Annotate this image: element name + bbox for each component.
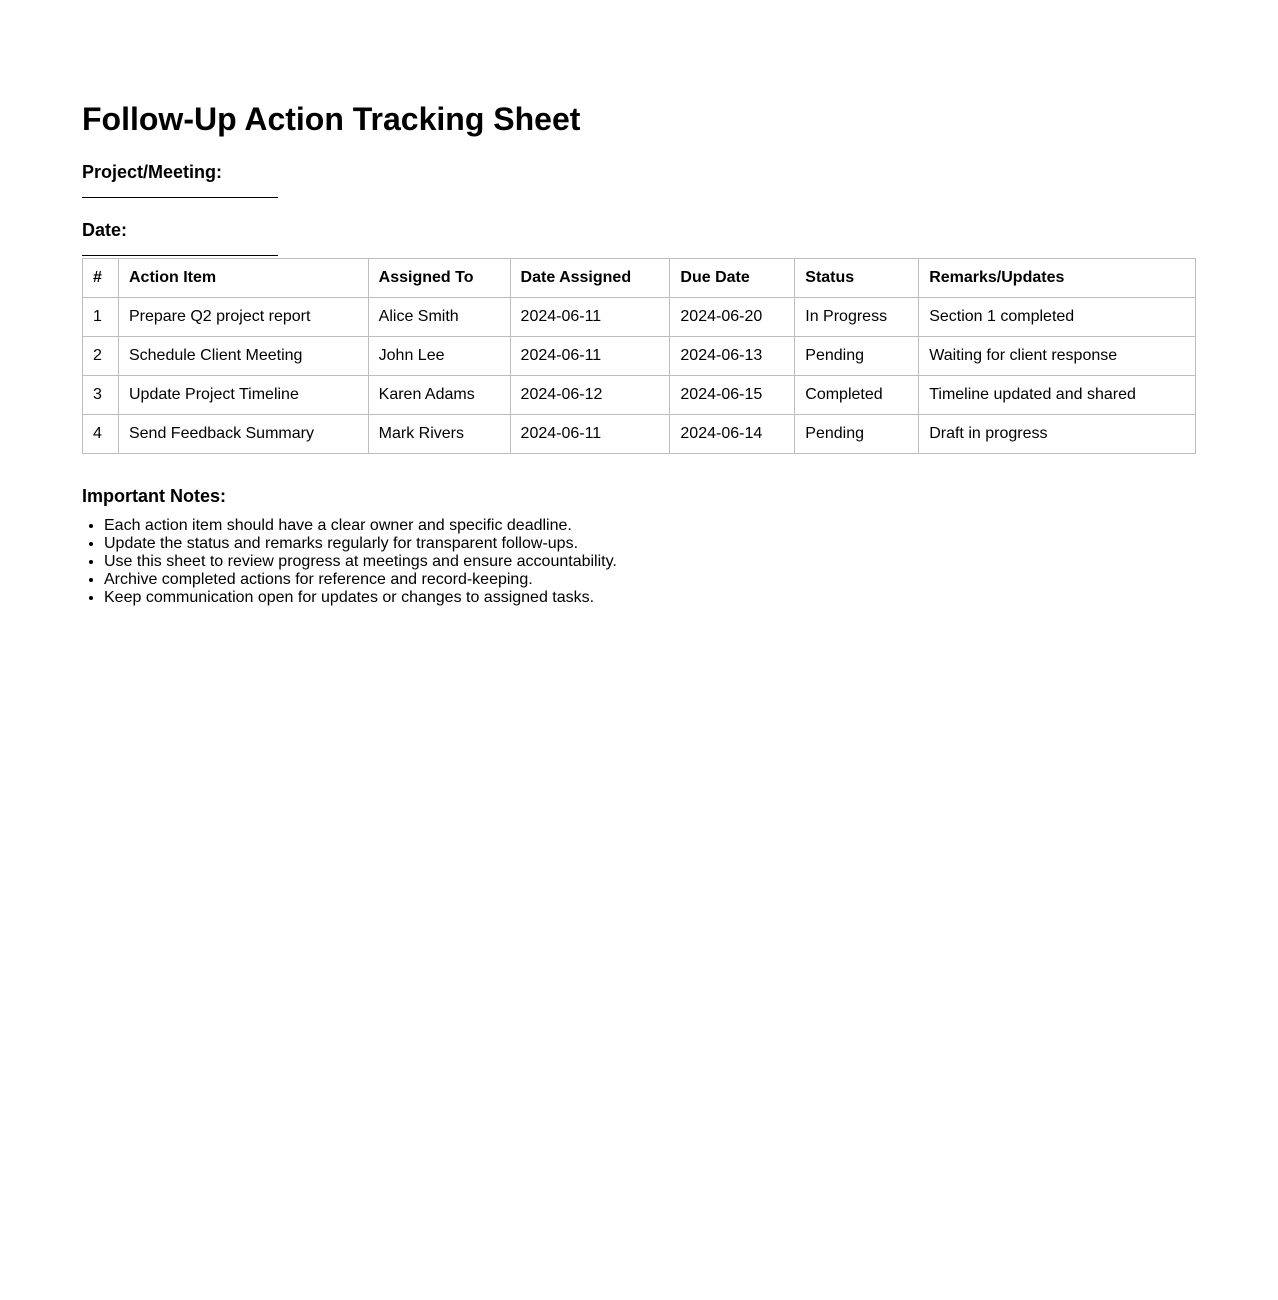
cell-date-assigned: 2024-06-12 <box>510 376 670 415</box>
cell-status: In Progress <box>795 298 919 337</box>
list-item: • Update the status and remarks regularly for transparent follow-ups. <box>104 535 1196 553</box>
cell-action-item: Prepare Q2 project report <box>118 298 368 337</box>
cell-status: Completed <box>795 376 919 415</box>
cell-action-item: Update Project Timeline <box>118 376 368 415</box>
date-line <box>82 255 278 256</box>
date-label: Date: <box>82 220 128 240</box>
table-header-row <box>83 259 1196 298</box>
cell-assigned-to: Karen Adams <box>368 376 510 415</box>
cell-date-assigned: 2024-06-11 <box>510 415 670 454</box>
cell-date-assigned: 2024-06-11 <box>510 337 670 376</box>
cell-due-date: 2024-06-15 <box>670 376 795 415</box>
action-tracking-table <box>82 258 1196 454</box>
cell-number: 1 <box>83 298 119 337</box>
cell-number: 4 <box>83 415 119 454</box>
table-row <box>83 298 1196 337</box>
header-date-assigned: Date Assigned <box>510 259 670 298</box>
table-row <box>83 376 1196 415</box>
cell-action-item: Schedule Client Meeting <box>118 337 368 376</box>
cell-number: 3 <box>83 376 119 415</box>
cell-remarks: Draft in progress <box>919 415 1196 454</box>
header-action-item: Action Item <box>118 259 368 298</box>
cell-due-date: 2024-06-13 <box>670 337 795 376</box>
list-item: • Keep communication open for updates or changes to assigned tasks. <box>104 589 1196 607</box>
notes-list <box>82 517 1196 607</box>
cell-action-item: Send Feedback Summary <box>118 415 368 454</box>
cell-status: Pending <box>795 415 919 454</box>
header-number: # <box>83 259 119 298</box>
list-item: • Use this sheet to review progress at meetings and ensure accountability. <box>104 553 1196 571</box>
table-row <box>83 415 1196 454</box>
list-item: • Archive completed actions for reference and record-keeping. <box>104 571 1196 589</box>
cell-remarks: Section 1 completed <box>919 298 1196 337</box>
cell-remarks: Waiting for client response <box>919 337 1196 376</box>
header-remarks: Remarks/Updates <box>919 259 1196 298</box>
cell-assigned-to: Alice Smith <box>368 298 510 337</box>
cell-due-date: 2024-06-20 <box>670 298 795 337</box>
project-meeting-label: Project/Meeting: <box>82 162 223 182</box>
list-item: • Each action item should have a clear owner and specific deadline. <box>104 517 1196 535</box>
cell-date-assigned: 2024-06-11 <box>510 298 670 337</box>
page-title: Follow-Up Action Tracking Sheet <box>82 101 581 137</box>
header-due-date: Due Date <box>670 259 795 298</box>
cell-assigned-to: Mark Rivers <box>368 415 510 454</box>
cell-status: Pending <box>795 337 919 376</box>
cell-remarks: Timeline updated and shared <box>919 376 1196 415</box>
project-meeting-line <box>82 197 278 198</box>
cell-assigned-to: John Lee <box>368 337 510 376</box>
header-assigned-to: Assigned To <box>368 259 510 298</box>
table-row <box>83 337 1196 376</box>
header-status: Status <box>795 259 919 298</box>
cell-due-date: 2024-06-14 <box>670 415 795 454</box>
cell-number: 2 <box>83 337 119 376</box>
notes-heading: Important Notes: <box>82 486 226 506</box>
document-page <box>0 0 1196 607</box>
